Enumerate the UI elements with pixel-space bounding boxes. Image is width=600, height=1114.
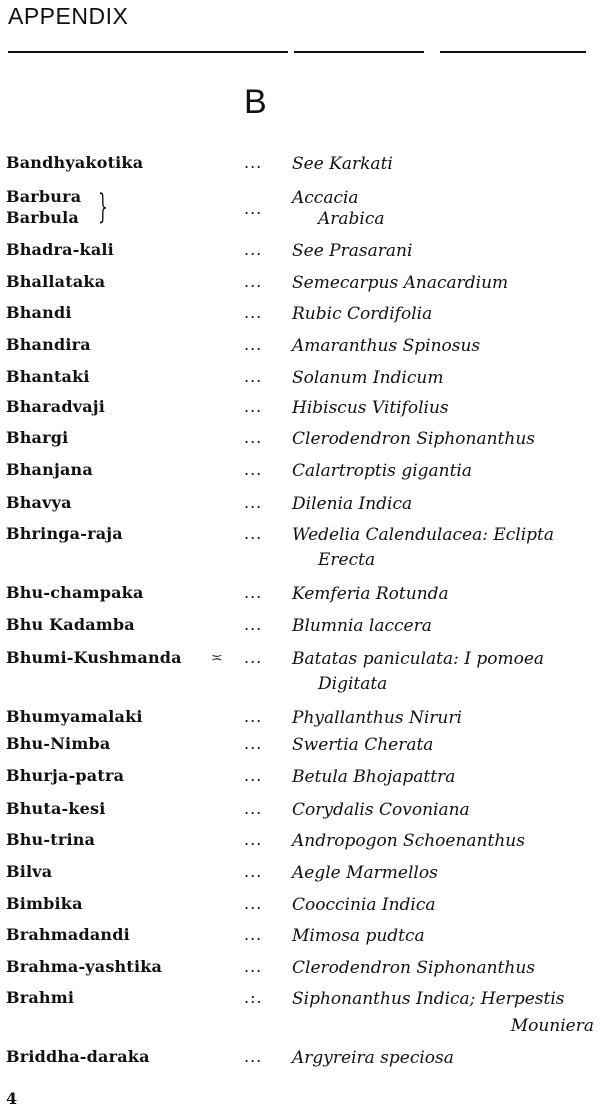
entry-definition: See Karkati — [292, 154, 393, 174]
entry-term: Bilva — [6, 862, 53, 881]
entry-definition: Dilenia Indica — [292, 494, 413, 514]
entry-term: Bhallataka — [6, 272, 106, 291]
entry-leader: ... — [244, 367, 263, 386]
entry-definition: Aegle Marmellos — [292, 863, 438, 883]
entry-term: Bhu-champaka — [6, 583, 144, 602]
entry-definition: Siphonanthus Indica; Herpestis — [292, 989, 565, 1009]
entry-term: Brahma-yashtika — [6, 957, 163, 976]
entry-term: Bhu-trina — [6, 830, 96, 849]
entry-term: Bhurja-patra — [6, 766, 125, 785]
entry-definition: Solanum Indicum — [292, 368, 444, 388]
entry-definition: Betula Bhojapattra — [292, 767, 456, 787]
entry-term: Bhantaki — [6, 367, 90, 386]
scan-mark: ≍ — [211, 650, 223, 666]
entry-term: Bhumi-Kushmanda — [6, 648, 182, 667]
entry-leader: ... — [244, 894, 263, 913]
entry-definition: Corydalis Covoniana — [292, 800, 470, 820]
entry-definition-continued: Digitata — [318, 674, 388, 694]
entry-term: Bhringa-raja — [6, 524, 123, 543]
entry-definition-continued: Erecta — [318, 550, 376, 570]
entry-leader: ... — [244, 830, 263, 849]
entry-leader: ... — [244, 272, 263, 291]
entry-leader: ... — [244, 648, 263, 667]
entry-term: Bhuta-kesi — [6, 799, 106, 818]
entry-leader: ... — [244, 583, 263, 602]
entry-term: Bimbika — [6, 894, 83, 913]
entry-term: Bhandi — [6, 303, 72, 322]
entry-leader: ... — [244, 862, 263, 881]
entry-definition: Wedelia Calendulacea: Eclipta — [292, 525, 554, 545]
page-header: APPENDIX — [8, 3, 129, 29]
entry-definition: Kemferia Rotunda — [292, 584, 449, 604]
entry-leader: ... — [244, 766, 263, 785]
entry-definition: Andropogon Schoenanthus — [292, 831, 525, 851]
entry-definition: Argyreira speciosa — [292, 1048, 454, 1068]
entry-term: Bhavya — [6, 493, 72, 512]
entry-term: Bhadra-kali — [6, 240, 114, 259]
entry-leader: ... — [244, 240, 263, 259]
entry-leader: ... — [244, 615, 263, 634]
entry-term: Bhargi — [6, 428, 69, 447]
entry-term: Brahmadandi — [6, 925, 130, 944]
entry-definition-continued: Mouniera — [510, 1016, 594, 1036]
entry-leader: ... — [244, 199, 263, 218]
entry-term: Bhu Kadamba — [6, 615, 135, 634]
entry-leader: ... — [244, 428, 263, 447]
entry-definition: Mimosa pudtca — [292, 926, 425, 946]
entry-leader: ... — [244, 303, 263, 322]
entry-leader: ... — [244, 799, 263, 818]
entry-definition: Accacia — [292, 188, 359, 208]
entry-definition-continued: Arabica — [318, 209, 385, 229]
entry-leader: ... — [244, 1047, 263, 1066]
section-letter: B — [244, 83, 267, 121]
entry-definition: Blumnia laccera — [292, 616, 432, 636]
entry-term: Brahmi — [6, 988, 75, 1007]
entry-definition: Hibiscus Vitifolius — [292, 398, 449, 418]
entry-definition: Clerodendron Siphonanthus — [292, 429, 535, 449]
entry-leader: ... — [244, 707, 263, 726]
entry-term: Bhumyamalaki — [6, 707, 143, 726]
entry-definition: Clerodendron Siphonanthus — [292, 958, 535, 978]
entry-definition: Semecarpus Anacardium — [292, 273, 509, 293]
entry-definition: Batatas paniculata: I pomoea — [292, 649, 545, 669]
entry-leader: ... — [244, 957, 263, 976]
entry-term: Bharadvaji — [6, 397, 106, 416]
entry-leader: .:. — [244, 988, 263, 1007]
entry-term-alternate: Barbula — [6, 208, 79, 227]
entry-definition: Swertia Cherata — [292, 735, 434, 755]
entry-leader: ... — [244, 397, 263, 416]
entry-definition: Amaranthus Spinosus — [292, 336, 481, 356]
entry-leader: ... — [244, 925, 263, 944]
entry-leader: ... — [244, 460, 263, 479]
entry-leader: ... — [244, 493, 263, 512]
entry-definition: Cooccinia Indica — [292, 895, 436, 915]
entry-definition: See Prasarani — [292, 241, 413, 261]
entry-definition: Phyallanthus Niruri — [292, 708, 462, 728]
entry-leader: ... — [244, 153, 263, 172]
entry-term: Bandhyakotika — [6, 153, 144, 172]
entry-term: Bhanjana — [6, 460, 93, 479]
entry-leader: ... — [244, 335, 263, 354]
grouping-brace: } — [98, 187, 108, 227]
entry-leader: ... — [244, 734, 263, 753]
entry-term: Barbura — [6, 187, 82, 206]
entry-leader: ... — [244, 524, 263, 543]
entry-definition: Calartroptis gigantia — [292, 461, 473, 481]
entry-term: Bhu-Nimba — [6, 734, 111, 753]
entry-term: Bhandira — [6, 335, 91, 354]
entry-term: Briddha-daraka — [6, 1047, 150, 1066]
page-number: 4 — [6, 1089, 18, 1108]
entry-definition: Rubic Cordifolia — [292, 304, 433, 324]
